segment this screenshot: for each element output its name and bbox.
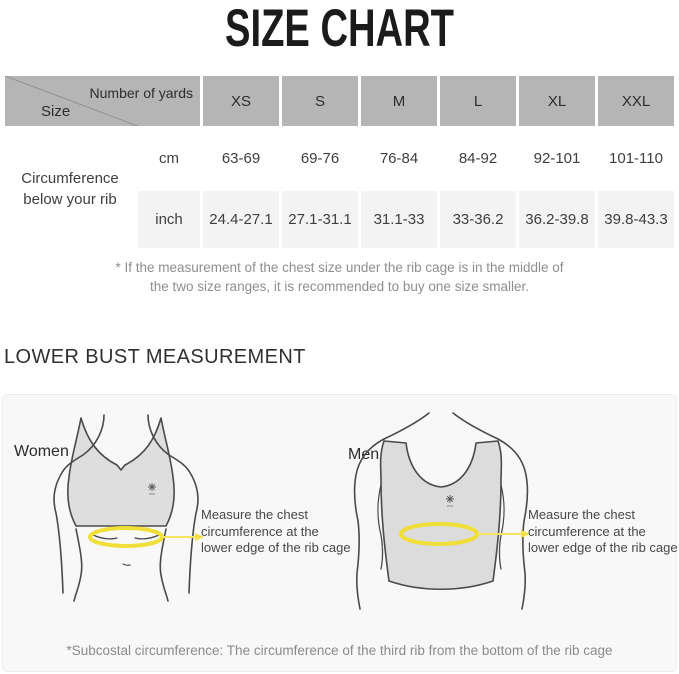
value-cell: 33-36.2 — [440, 191, 516, 248]
value-cell: 101-110 — [598, 129, 674, 188]
column-header-xxl: XXL — [598, 76, 674, 126]
women-label: Women — [14, 443, 69, 460]
men-caption-line2: circumference at the — [528, 523, 646, 539]
size-table — [2, 73, 677, 251]
value-cell: 39.8-43.3 — [598, 191, 674, 248]
column-header-xl: XL — [519, 76, 595, 126]
sports-bra-shape — [68, 418, 174, 526]
men-figure — [351, 411, 551, 616]
pointer-arrow-icon — [162, 533, 204, 541]
value-cell: 31.1-33 — [361, 191, 437, 248]
diagonal-divider — [5, 76, 200, 126]
table-note-line1: * If the measurement of the chest size under the rib cage is in the middle of — [115, 260, 564, 275]
unit-cell-cm: cm — [138, 129, 200, 188]
women-figure — [41, 413, 211, 613]
men-label: Men — [348, 446, 380, 463]
subcostal-footnote: *Subcostal circumference: The circumference of the third rib from the bottom of the rib cage — [66, 643, 613, 658]
women-caption-line2: circumference at the — [201, 523, 319, 539]
column-header-s: S — [282, 76, 358, 126]
men-caption-line3: lower edge of the rib cage — [528, 540, 678, 555]
women-caption — [201, 507, 351, 557]
corner-bottom-label: Size — [41, 103, 71, 120]
measurement-ellipse — [90, 528, 162, 546]
value-cell: 92-101 — [519, 129, 595, 188]
row-label-cell: Circumference below your rib — [5, 129, 135, 248]
value-cell: 69-76 — [282, 129, 358, 188]
value-cell: 76-84 — [361, 129, 437, 188]
size-table-header-row — [5, 76, 674, 126]
table-row-cm — [5, 129, 674, 188]
women-caption-line1: Measure the chest — [201, 507, 308, 522]
value-cell: 27.1-31.1 — [282, 191, 358, 248]
measurement-figure-box — [2, 394, 677, 672]
value-cell: 36.2-39.8 — [519, 191, 595, 248]
men-caption — [528, 507, 678, 557]
section-heading: LOWER BUST MEASUREMENT — [4, 346, 306, 368]
table-note — [0, 258, 679, 296]
women-caption-line3: lower edge of the rib cage — [201, 540, 351, 555]
column-header-xs: XS — [203, 76, 279, 126]
table-note-line2: the two size ranges, it is recommended to buy one size smaller. — [150, 279, 529, 294]
page-title: SIZE CHART — [225, 0, 454, 58]
corner-top-label: Number of yards — [89, 85, 193, 101]
men-caption-line1: Measure the chest — [528, 507, 635, 522]
value-cell: 63-69 — [203, 129, 279, 188]
column-header-m: M — [361, 76, 437, 126]
column-header-l: L — [440, 76, 516, 126]
value-cell: 84-92 — [440, 129, 516, 188]
unit-cell-inch: inch — [138, 191, 200, 248]
value-cell: 24.4-27.1 — [203, 191, 279, 248]
table-corner-cell — [5, 76, 200, 126]
tank-top-shape — [381, 441, 502, 589]
